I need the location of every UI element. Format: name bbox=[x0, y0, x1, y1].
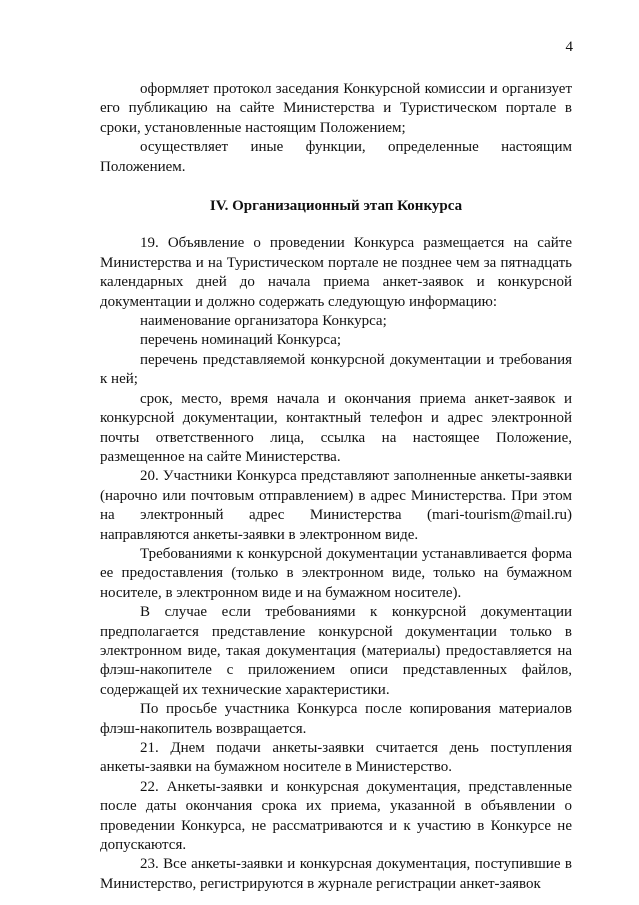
list-item-organizer: наименование организатора Конкурса; bbox=[140, 313, 387, 330]
document-body bbox=[100, 80, 572, 894]
section-heading: IV. Организационный этап Конкурса bbox=[209, 198, 463, 215]
paragraph-electronic-form: В случае если требованиями к конкурсной документации предполагается представление конкурсной документации только в электронном виде, такая документация (материалы) предоставляется на флэш-накопителе с приложением описи представленных файлов, содержащей их технические характеристики. bbox=[100, 604, 572, 698]
paragraph-21: 21. Днем подачи анкеты-заявки считается день поступления анкеты-заявки на бумажном носителе в Министерство. bbox=[100, 740, 572, 776]
page-number: 4 bbox=[565, 39, 573, 55]
paragraph-19: 19. Объявление о проведении Конкурса размещается на сайте Министерства и на Туристическом портале не позднее чем за пятнадцать календарных дней до начала приема анкет-заявок и конкурсной документации и должно содержать следующую информацию: bbox=[100, 235, 572, 310]
paragraph-23: 23. Все анкеты-заявки и конкурсная документация, поступившие в Министерство, регистрируются в журнале регистрации анкет-заявок bbox=[100, 856, 572, 892]
list-item-nominations: перечень номинаций Конкурса; bbox=[140, 332, 342, 349]
paragraph-22: 22. Анкеты-заявки и конкурсная документация, представленные после даты окончания срока их приема, указанной в объявлении о проведении Конкурса, не рассматриваются и к участию в Конкурсе не допускаются. bbox=[100, 778, 572, 854]
list-item-terms: срок, место, время начала и окончания приема анкет-заявок и конкурсной документации, контактный телефон и адрес электронной почты ответственного лица, ссылка на настоящее Положение, размещенное на сайте Министерства. bbox=[100, 390, 572, 465]
paragraph-other-functions: осуществляет иные функции, определенные настоящим Положением. bbox=[100, 139, 572, 175]
paragraph-20: 20. Участники Конкурса представляют заполненные анкеты-заявки (нарочно или почтовым отправлением) в адрес Министерства. При этом на электронный адрес Министерства (mari-tourism@mail.ru) направляются анкеты-заявки в электронном виде. bbox=[100, 468, 572, 543]
paragraph-protocol: оформляет протокол заседания Конкурсной комиссии и организует его публикацию на сайте Министерства и Туристическом портале в сроки, установленные настоящим Положением; bbox=[100, 81, 572, 136]
paragraph-requirements: Требованиями к конкурсной документации устанавливается форма ее предоставления (только в электронном виде, только на бумажном носителе, в электронном виде и на бумажном носителе). bbox=[100, 545, 572, 601]
paragraph-flash-return: По просьбе участника Конкурса после копирования материалов флэш-накопитель возвращается. bbox=[100, 701, 572, 737]
list-item-documentation: перечень представляемой конкурсной документации и требования к ней; bbox=[100, 351, 572, 388]
